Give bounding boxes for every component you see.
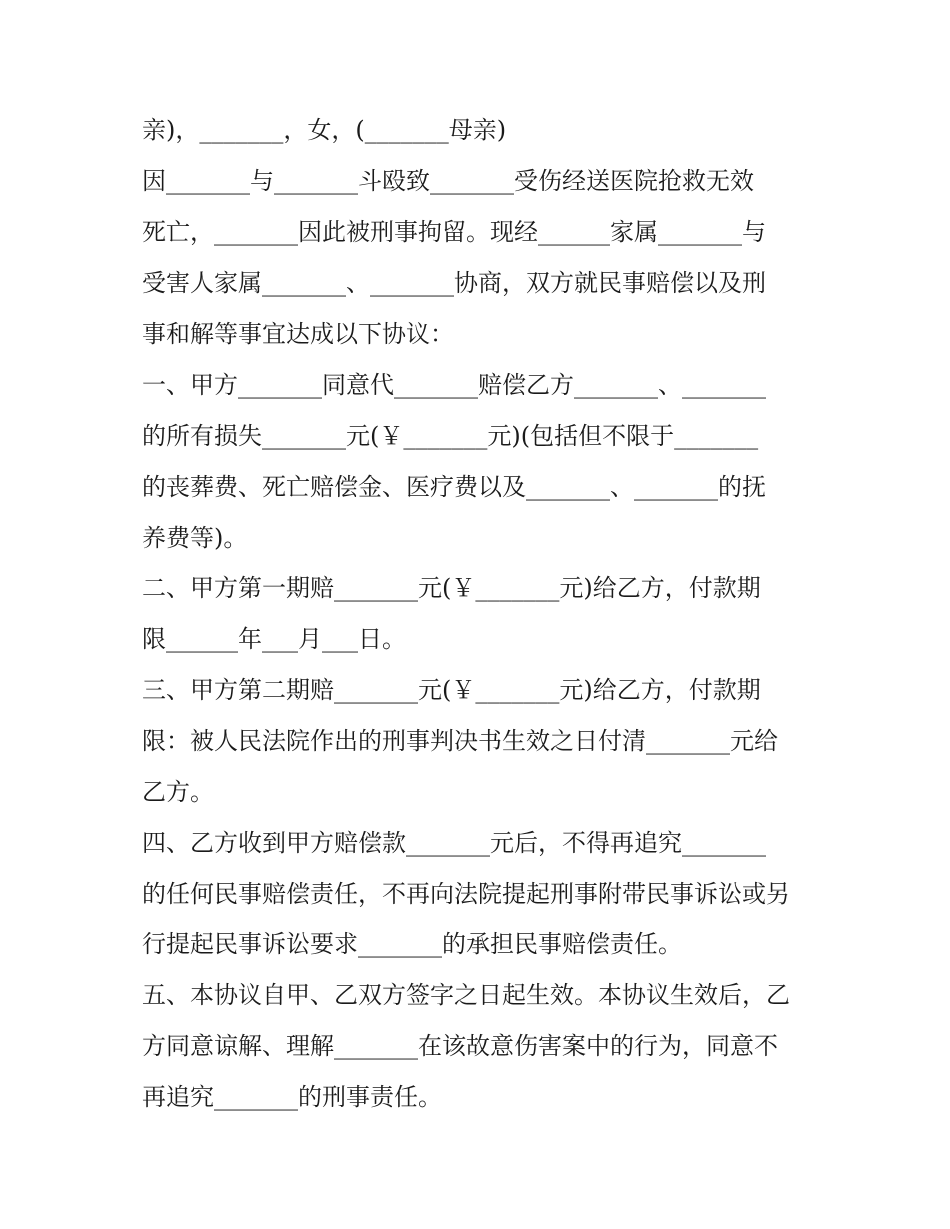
text-line: 事和解等事宜达成以下协议： xyxy=(142,320,454,348)
text-line: 四、乙方收到甲方赔偿款_______元后，不得再追究_______ xyxy=(142,829,766,857)
text-line: 限：被人民法院作出的刑事判决书生效之日付清_______元给 xyxy=(142,727,778,755)
text-line: 的丧葬费、死亡赔偿金、医疗费以及_______、_______的抚 xyxy=(142,473,766,501)
text-line: 养费等)。 xyxy=(142,524,248,552)
text-line: 亲)，_______，女，(_______母亲) xyxy=(142,116,507,144)
text-line: 再追究_______的刑事责任。 xyxy=(142,1083,442,1111)
text-line: 五、本协议自甲、乙双方签字之日起生效。本协议生效后，乙 xyxy=(142,981,790,1009)
text-line: 方同意谅解、理解_______在该故意伤害案中的行为，同意不 xyxy=(142,1032,778,1060)
text-line: 因_______与_______斗殴致_______受伤经送医院抢救无效 xyxy=(142,167,754,195)
text-line: 一、甲方_______同意代_______赔偿乙方_______、_______ xyxy=(142,371,766,399)
text-line: 限______年___月___日。 xyxy=(142,625,406,653)
text-line: 行提起民事诉讼要求_______的承担民事赔偿责任。 xyxy=(142,930,682,958)
text-line: 受害人家属_______、_______协商，双方就民事赔偿以及刑 xyxy=(142,269,766,297)
text-line: 死亡，_______因此被刑事拘留。现经______家属_______与 xyxy=(142,218,766,246)
text-line: 三、甲方第二期赔_______元(￥_______元)给乙方，付款期 xyxy=(142,676,761,704)
text-line: 二、甲方第一期赔_______元(￥_______元)给乙方，付款期 xyxy=(142,574,761,602)
text-line: 乙方。 xyxy=(142,778,214,806)
text-line: 的任何民事赔偿责任，不再向法院提起刑事附带民事诉讼或另 xyxy=(142,880,790,908)
text-line: 的所有损失_______元(￥_______元)(包括但不限于_______ xyxy=(142,422,759,450)
